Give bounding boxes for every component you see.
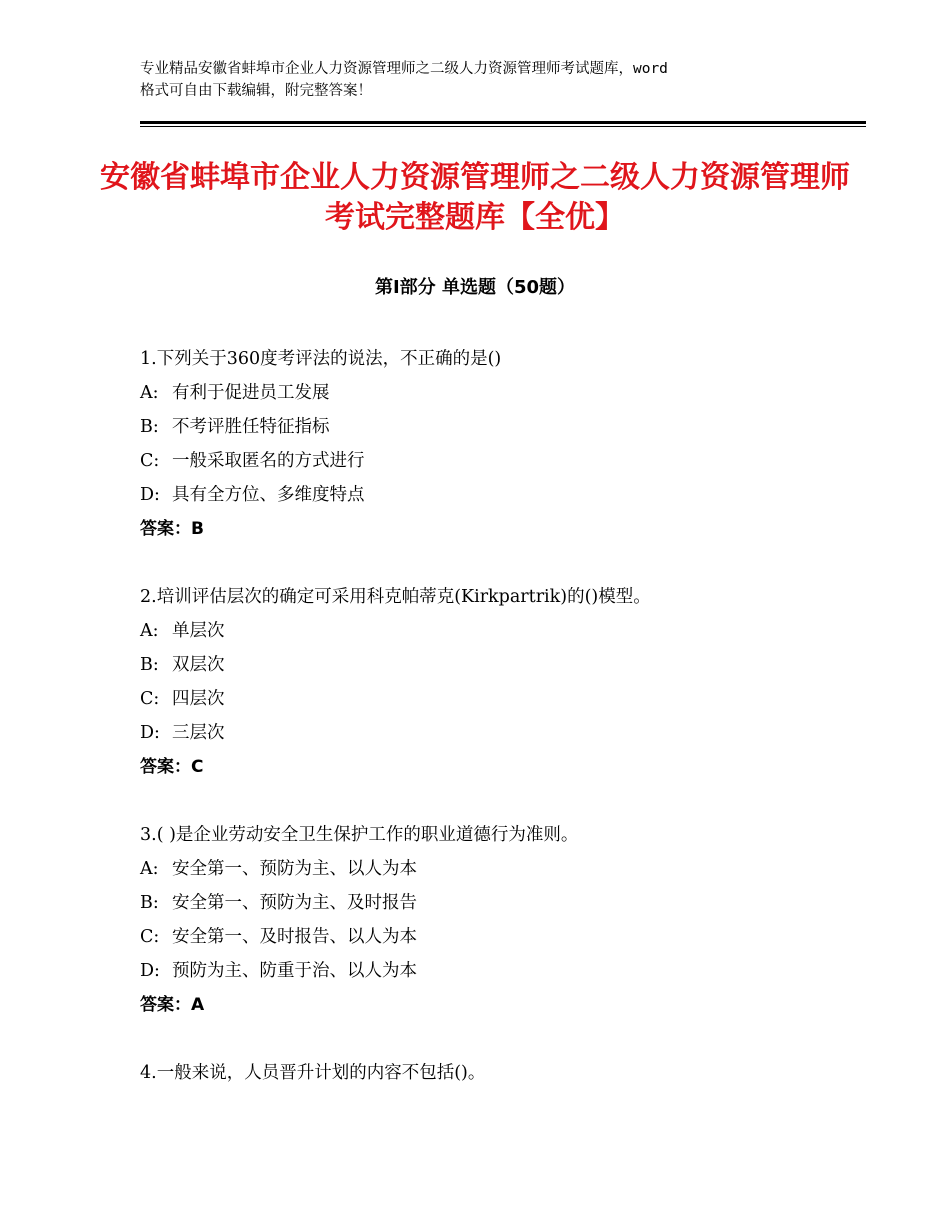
option-c bbox=[140, 682, 840, 716]
option-a bbox=[140, 852, 840, 886]
option-letter: D: bbox=[140, 485, 160, 505]
header-rule-thin bbox=[140, 126, 866, 127]
question-stem: 3.( )是企业劳动安全卫生保护工作的职业道德行为准则。 bbox=[140, 825, 579, 845]
option-d bbox=[140, 478, 840, 512]
option-text: 具有全方位、多维度特点 bbox=[172, 485, 365, 505]
option-letter: B: bbox=[140, 655, 159, 675]
answer-line bbox=[140, 512, 840, 546]
answer-line bbox=[140, 750, 840, 784]
option-text: 双层次 bbox=[172, 655, 225, 675]
option-letter: C: bbox=[140, 451, 160, 471]
option-b bbox=[140, 410, 840, 444]
option-b bbox=[140, 648, 840, 682]
document-title: 安徽省蚌埠市企业人力资源管理师之二级人力资源管理师考试完整题库【全优】 bbox=[100, 160, 850, 235]
question-4 bbox=[140, 1056, 840, 1090]
answer-label: 答案： bbox=[140, 995, 191, 1015]
option-d bbox=[140, 954, 840, 988]
option-letter: C: bbox=[140, 689, 160, 709]
option-text: 不考评胜任特征指标 bbox=[172, 417, 330, 437]
option-letter: A: bbox=[140, 621, 159, 641]
option-text: 单层次 bbox=[172, 621, 225, 641]
answer-label: 答案： bbox=[140, 519, 191, 539]
answer-line bbox=[140, 988, 840, 1022]
option-text: 安全第一、及时报告、以人为本 bbox=[172, 927, 417, 947]
question-3 bbox=[140, 818, 840, 1022]
option-letter: B: bbox=[140, 417, 159, 437]
question-stem: 2.培训评估层次的确定可采用科克帕蒂克(Kirkpartrik)的()模型。 bbox=[140, 587, 651, 607]
option-letter: A: bbox=[140, 859, 159, 879]
answer-value: C bbox=[191, 757, 204, 777]
option-a bbox=[140, 614, 840, 648]
option-text: 预防为主、防重于治、以人为本 bbox=[172, 961, 417, 981]
option-text: 三层次 bbox=[172, 723, 225, 743]
question-list bbox=[140, 342, 840, 1124]
header-note: 专业精品安徽省蚌埠市企业人力资源管理师之二级人力资源管理师考试题库，word 格式可自由下载编辑，附完整答案！ bbox=[140, 61, 668, 99]
option-a bbox=[140, 376, 840, 410]
option-text: 有利于促进员工发展 bbox=[172, 383, 330, 403]
option-letter: D: bbox=[140, 961, 160, 981]
answer-value: A bbox=[191, 995, 205, 1015]
question-stem: 4.一般来说，人员晋升计划的内容不包括()。 bbox=[140, 1063, 486, 1083]
option-c bbox=[140, 920, 840, 954]
option-text: 安全第一、预防为主、及时报告 bbox=[172, 893, 417, 913]
option-letter: B: bbox=[140, 893, 159, 913]
option-b bbox=[140, 886, 840, 920]
option-text: 安全第一、预防为主、以人为本 bbox=[172, 859, 417, 879]
answer-label: 答案： bbox=[140, 757, 191, 777]
option-d bbox=[140, 716, 840, 750]
question-stem: 1.下列关于360度考评法的说法，不正确的是() bbox=[140, 349, 502, 369]
option-letter: A: bbox=[140, 383, 159, 403]
header-rule-thick bbox=[140, 121, 866, 124]
question-1 bbox=[140, 342, 840, 546]
option-text: 一般采取匿名的方式进行 bbox=[172, 451, 365, 471]
option-c bbox=[140, 444, 840, 478]
option-letter: D: bbox=[140, 723, 160, 743]
section-title: 第Ⅰ部分 单选题（50题） bbox=[374, 277, 575, 298]
option-text: 四层次 bbox=[172, 689, 225, 709]
question-2 bbox=[140, 580, 840, 784]
option-letter: C: bbox=[140, 927, 160, 947]
answer-value: B bbox=[191, 519, 204, 539]
